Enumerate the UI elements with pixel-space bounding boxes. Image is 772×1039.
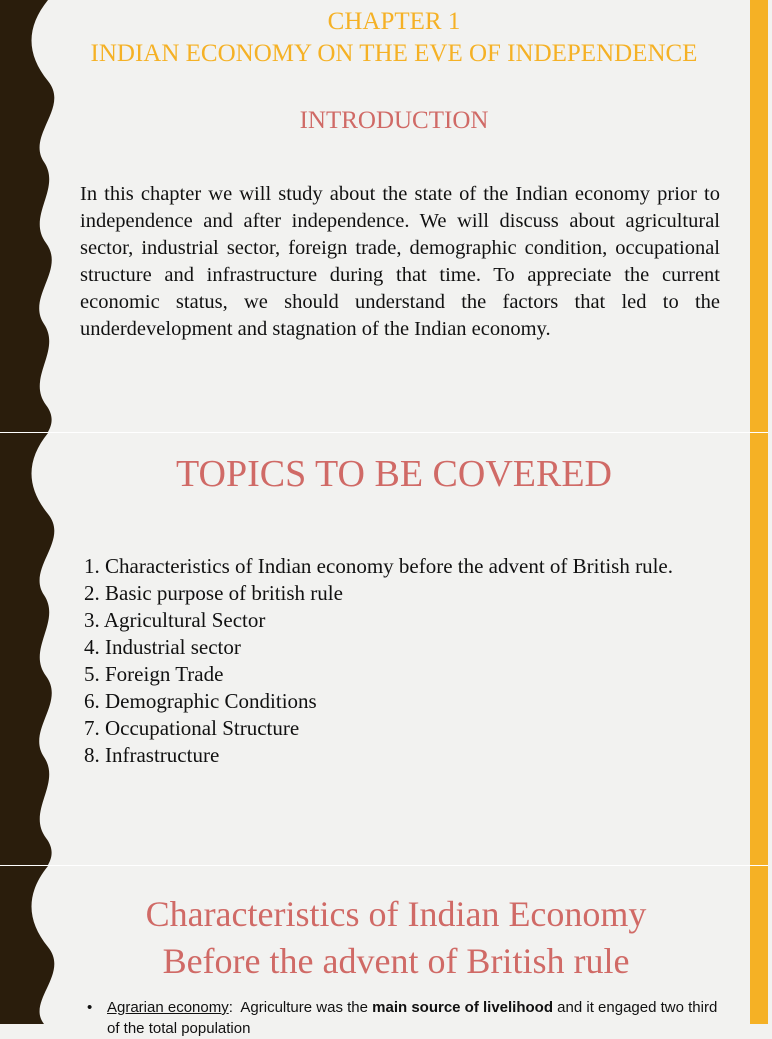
bullet-bold-text: main source of livelihood bbox=[372, 999, 554, 1016]
bullet-term: Agrarian economy bbox=[107, 999, 229, 1016]
bullet-text-before: Agriculture was the bbox=[232, 999, 373, 1016]
topic-item: 8. Infrastructure bbox=[84, 743, 220, 767]
topics-list bbox=[84, 553, 673, 769]
topic-item: 1. Characteristics of Indian economy before the advent of British rule. bbox=[84, 554, 673, 578]
characteristics-title bbox=[20, 891, 772, 985]
bullet-marker: • bbox=[87, 999, 93, 1016]
wavy-border-left bbox=[0, 433, 60, 865]
topic-item: 2. Basic purpose of british rule bbox=[84, 581, 343, 605]
chapter-number: CHAPTER 1 bbox=[327, 8, 461, 35]
introduction-paragraph: In this chapter we will study about the state of the Indian economy prior to independence and after independence. We will discuss about agricultural sector, industrial sector, foreign trade, demographic condition, occupational structure and infrastructure during that time. To appreciate the current economic status, we should understand the factors that led to the underdevelopment and stagnation of the Indian economy. bbox=[80, 183, 720, 340]
accent-bar-right bbox=[750, 433, 768, 865]
topic-item: 3. Agricultural Sector bbox=[84, 608, 266, 632]
bullet-agrarian-economy bbox=[87, 997, 730, 1039]
bullet-colon: : bbox=[228, 999, 233, 1016]
accent-bar-right bbox=[750, 0, 768, 432]
characteristics-title-line1: Characteristics of Indian Economy bbox=[145, 894, 647, 934]
slide-topics bbox=[0, 433, 768, 865]
bullet-text bbox=[90, 997, 730, 1039]
slide-introduction bbox=[0, 0, 768, 432]
topic-item: 7. Occupational Structure bbox=[84, 716, 300, 740]
chapter-heading bbox=[40, 6, 748, 70]
characteristics-title-line2: Before the advent of British rule bbox=[162, 941, 630, 981]
topics-title: TOPICS TO BE COVERED bbox=[175, 453, 613, 495]
introduction-heading: INTRODUCTION bbox=[299, 107, 489, 134]
slide-characteristics bbox=[0, 866, 768, 1037]
topic-item: 4. Industrial sector bbox=[84, 635, 241, 659]
bullet-text-after: and it engaged two third of the total population bbox=[107, 999, 718, 1037]
chapter-title: INDIAN ECONOMY ON THE EVE OF INDEPENDENCE bbox=[90, 40, 698, 67]
topic-item: 6. Demographic Conditions bbox=[84, 689, 317, 713]
topic-item: 5. Foreign Trade bbox=[84, 662, 224, 686]
